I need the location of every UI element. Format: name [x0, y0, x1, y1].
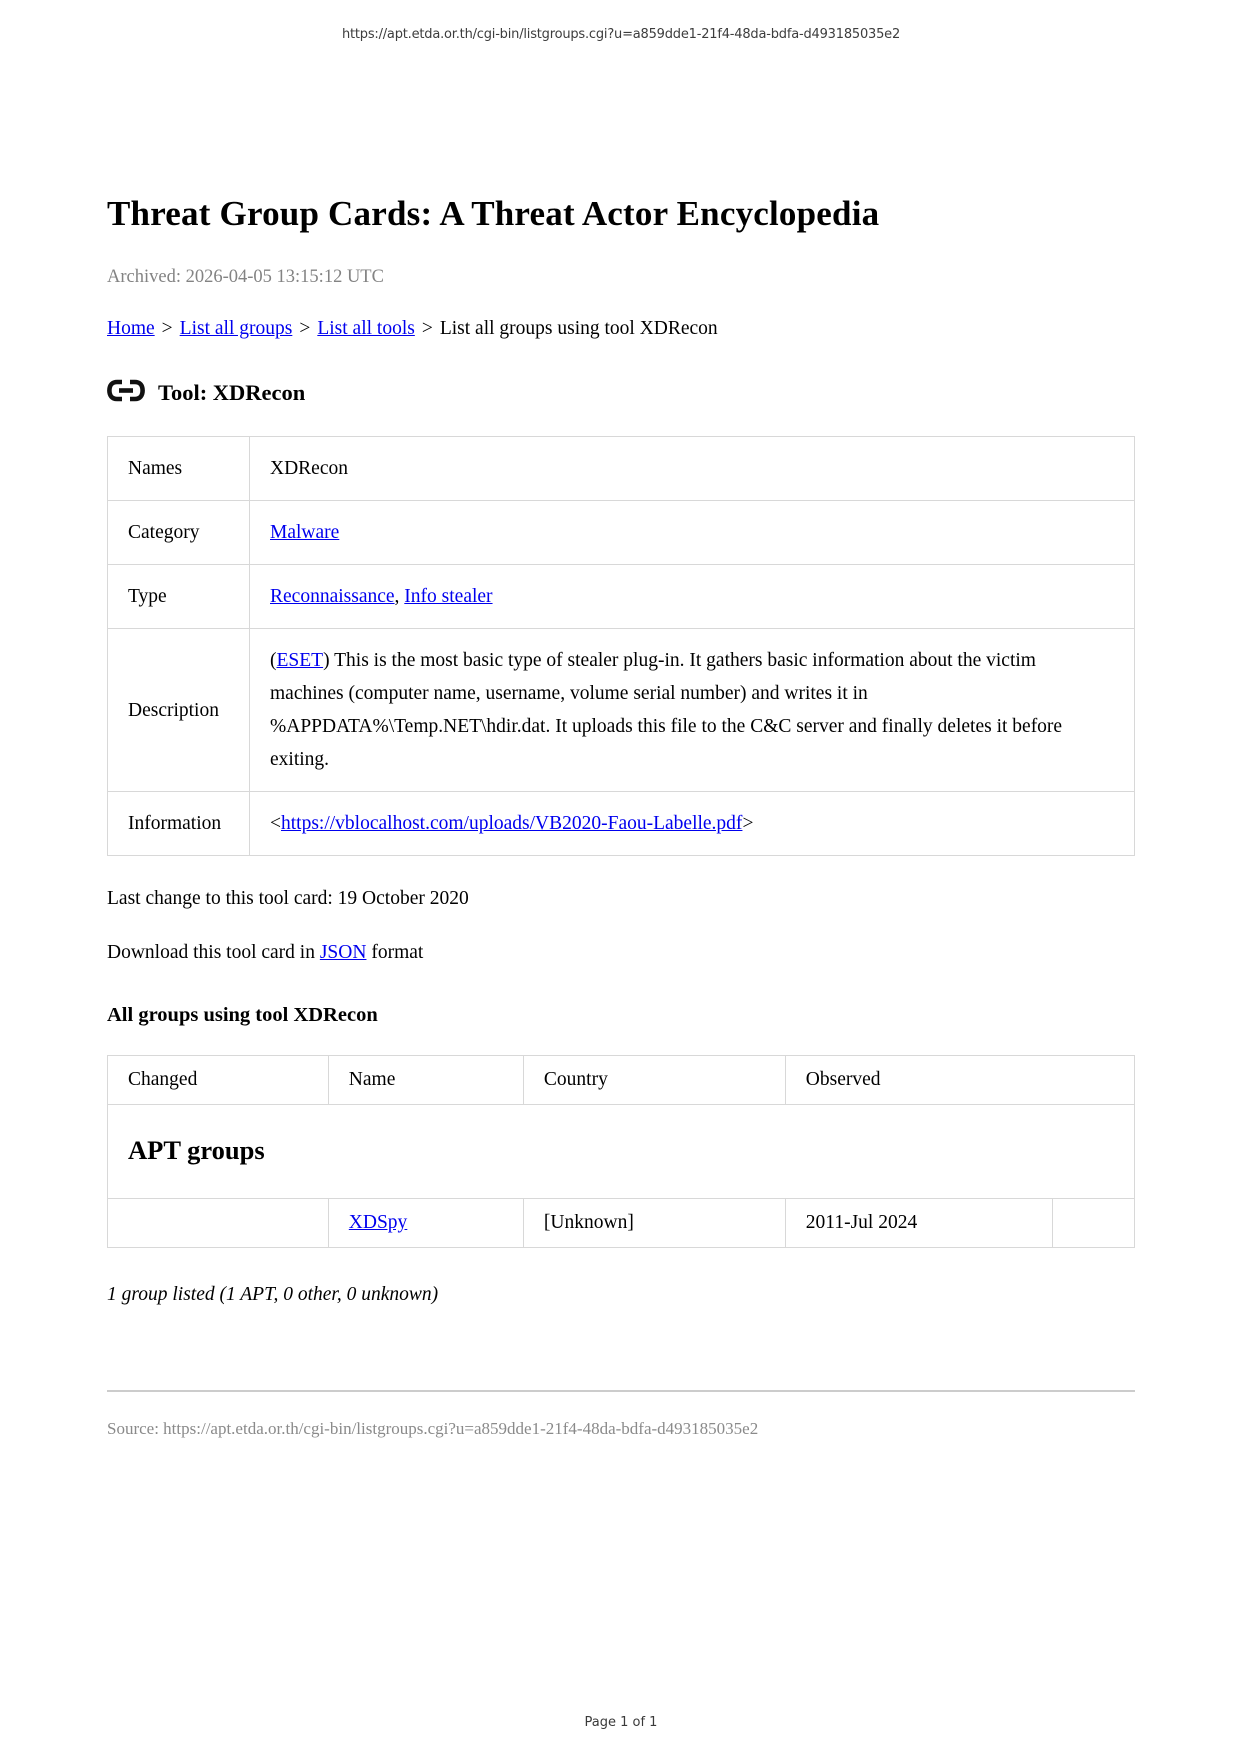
last-change-text: Last change to this tool card: 19 October 2020: [107, 888, 469, 909]
description-open-paren: (: [270, 650, 277, 671]
breadcrumb-separator: >: [421, 318, 433, 339]
table-row-type: [108, 565, 1135, 629]
tool-heading: [107, 380, 1135, 406]
group-name-cell: [328, 1199, 523, 1248]
divider: [107, 1390, 1135, 1392]
download-text: [107, 942, 1135, 964]
tool-heading-label: Tool: XDRecon: [158, 380, 306, 405]
groups-table: [107, 1055, 1135, 1248]
eset-link[interactable]: ESET: [276, 650, 324, 671]
group-country-cell: [Unknown]: [523, 1199, 785, 1248]
group-row: [108, 1199, 1135, 1248]
breadcrumb-link-list-all-tools[interactable]: List all tools: [317, 318, 415, 339]
page-number: Page 1 of 1: [584, 1715, 658, 1730]
reconnaissance-link[interactable]: Reconnaissance: [270, 586, 395, 607]
table-row-category: [108, 501, 1135, 565]
apt-groups-section-row: [108, 1105, 1135, 1199]
information-value: [250, 792, 1135, 856]
names-label: Names: [108, 437, 250, 501]
category-label: Category: [108, 501, 250, 565]
source-text: Source: https://apt.etda.or.th/cgi-bin/listgroups.cgi?u=a859dde1-21f4-48da-bdfa-d493185035e2: [107, 1419, 759, 1438]
information-open-bracket: <: [270, 813, 281, 834]
table-row-information: [108, 792, 1135, 856]
info-stealer-link[interactable]: Info stealer: [404, 586, 493, 607]
chain-link-icon[interactable]: [107, 377, 145, 404]
table-row-description: [108, 629, 1135, 792]
column-header-changed: Changed: [108, 1056, 329, 1105]
breadcrumb: [107, 318, 1135, 340]
breadcrumb-separator: >: [299, 318, 311, 339]
malware-link[interactable]: Malware: [270, 522, 340, 543]
description-text: ) This is the most basic type of stealer plug-in. It gathers basic information about the victim machines (computer name, username, volume serial number) and writes it in %APPDATA%\Temp.NET\hdir.dat. It uploads this file to the C&C server and finally deletes it before exiting.: [270, 650, 1063, 770]
category-value: [250, 501, 1135, 565]
xdspy-link[interactable]: XDSpy: [348, 1212, 408, 1233]
group-extra-cell: [1052, 1199, 1134, 1248]
apt-groups-section-header: [108, 1105, 1135, 1199]
information-label: Information: [108, 792, 250, 856]
groups-header-row: [108, 1056, 1135, 1105]
table-row-names: [108, 437, 1135, 501]
archived-timestamp: Archived: 2026-04-05 13:15:12 UTC: [107, 267, 384, 287]
type-value: [250, 565, 1135, 629]
breadcrumb-link-home[interactable]: Home: [107, 318, 155, 339]
column-header-observed: Observed: [785, 1056, 1134, 1105]
type-label: Type: [108, 565, 250, 629]
description-value: [250, 629, 1135, 792]
group-changed-cell: [108, 1199, 329, 1248]
information-link[interactable]: https://vblocalhost.com/uploads/VB2020-Faou-Labelle.pdf: [281, 813, 743, 834]
group-observed-cell: 2011-Jul 2024: [785, 1199, 1052, 1248]
download-prefix: Download this tool card in: [107, 942, 320, 963]
breadcrumb-separator: >: [161, 318, 173, 339]
breadcrumb-link-list-all-groups[interactable]: List all groups: [179, 318, 293, 339]
download-suffix: format: [366, 942, 424, 963]
apt-groups-title: APT groups: [128, 1135, 265, 1165]
description-label: Description: [108, 629, 250, 792]
tool-info-table: [107, 436, 1135, 856]
column-header-name: Name: [328, 1056, 523, 1105]
names-value: XDRecon: [250, 437, 1135, 501]
breadcrumb-current: List all groups using tool XDRecon: [439, 318, 718, 339]
groups-summary: 1 group listed (1 APT, 0 other, 0 unknown): [107, 1284, 439, 1305]
json-link[interactable]: JSON: [319, 942, 367, 963]
page-content: [0, 194, 1242, 1439]
column-header-country: Country: [523, 1056, 785, 1105]
type-separator: ,: [394, 586, 405, 607]
groups-heading: All groups using tool XDRecon: [107, 1004, 378, 1026]
page-title: Threat Group Cards: A Threat Actor Encyclopedia: [107, 194, 880, 233]
page-url-header: https://apt.etda.or.th/cgi-bin/listgroups.cgi?u=a859dde1-21f4-48da-bdfa-d493185035e2: [341, 27, 901, 42]
information-close-bracket: >: [742, 813, 754, 834]
